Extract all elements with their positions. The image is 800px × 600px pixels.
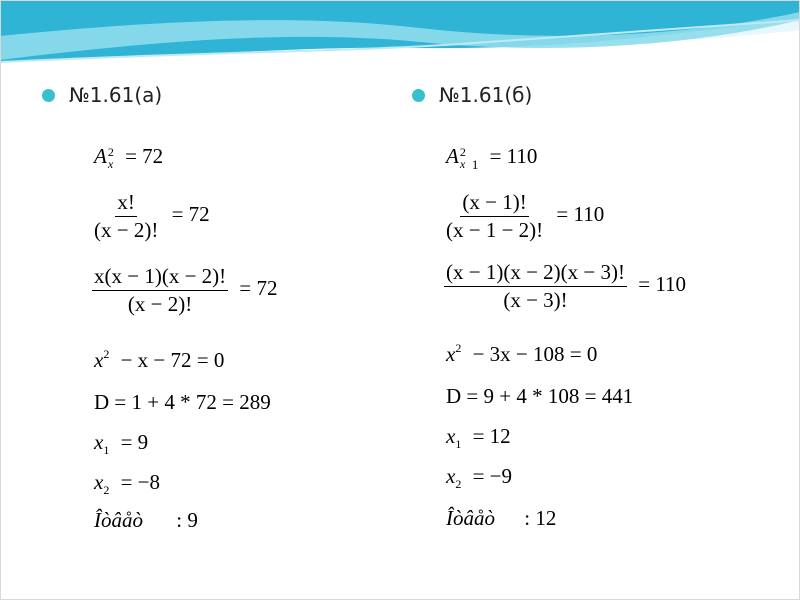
- right-eq6: $x_1 = 12$: [446, 424, 511, 451]
- fraction: $\frac{x!}{(x - 2)!}$: [94, 190, 159, 242]
- right-answer: Îòâåò : 12: [446, 506, 557, 530]
- heading-left: [42, 80, 162, 110]
- heading-left-text: №1.61(а): [69, 83, 163, 107]
- left-eq7: $x_2 = -8$: [94, 470, 161, 497]
- bullet-icon: [412, 89, 425, 102]
- left-eq2: $\frac{x!}{(x - 2)!}$ = 72: [94, 190, 210, 242]
- fraction: $\frac{x(x - 1)(x - 2)!}{(x - 2)!}$: [94, 264, 227, 316]
- fraction: $\frac{(x - 1)!}{(x - 1 - 2)!}$: [446, 190, 544, 242]
- right-eq7: $x_2 = -9$: [446, 464, 513, 491]
- right-eq5: D = 9 + 4 * 108 = 441: [446, 384, 634, 408]
- right-eq1: A 2 x $_1$ = 110: [446, 144, 538, 172]
- fraction: $\frac{(x - 1)(x - 2)(x - 3)!}{(x - 3)!}$: [446, 260, 625, 312]
- right-eq4: $x^2 - 3x - 108 = 0$: [446, 341, 598, 366]
- left-eq6: $x_1 = 9$: [94, 430, 149, 457]
- left-eq5: D = 1 + 4 * 72 = 289: [94, 390, 271, 414]
- left-eq1: A 2 x = 72: [94, 144, 164, 172]
- right-eq3: $\frac{(x - 1)(x - 2)(x - 3)!}{(x - 3)!}$ = 110: [446, 260, 687, 312]
- left-eq4: $x^2 - x - 72 = 0$: [94, 347, 225, 372]
- heading-right-text: №1.61(б): [439, 83, 533, 107]
- left-answer: Îòâåò : 9: [94, 508, 198, 532]
- left-eq3: $\frac{x(x - 1)(x - 2)!}{(x - 2)!}$ = 72: [94, 264, 278, 316]
- heading-right: [412, 80, 532, 110]
- bullet-icon: [42, 89, 55, 102]
- right-eq2: $\frac{(x - 1)!}{(x - 1 - 2)!}$ = 110: [446, 190, 605, 242]
